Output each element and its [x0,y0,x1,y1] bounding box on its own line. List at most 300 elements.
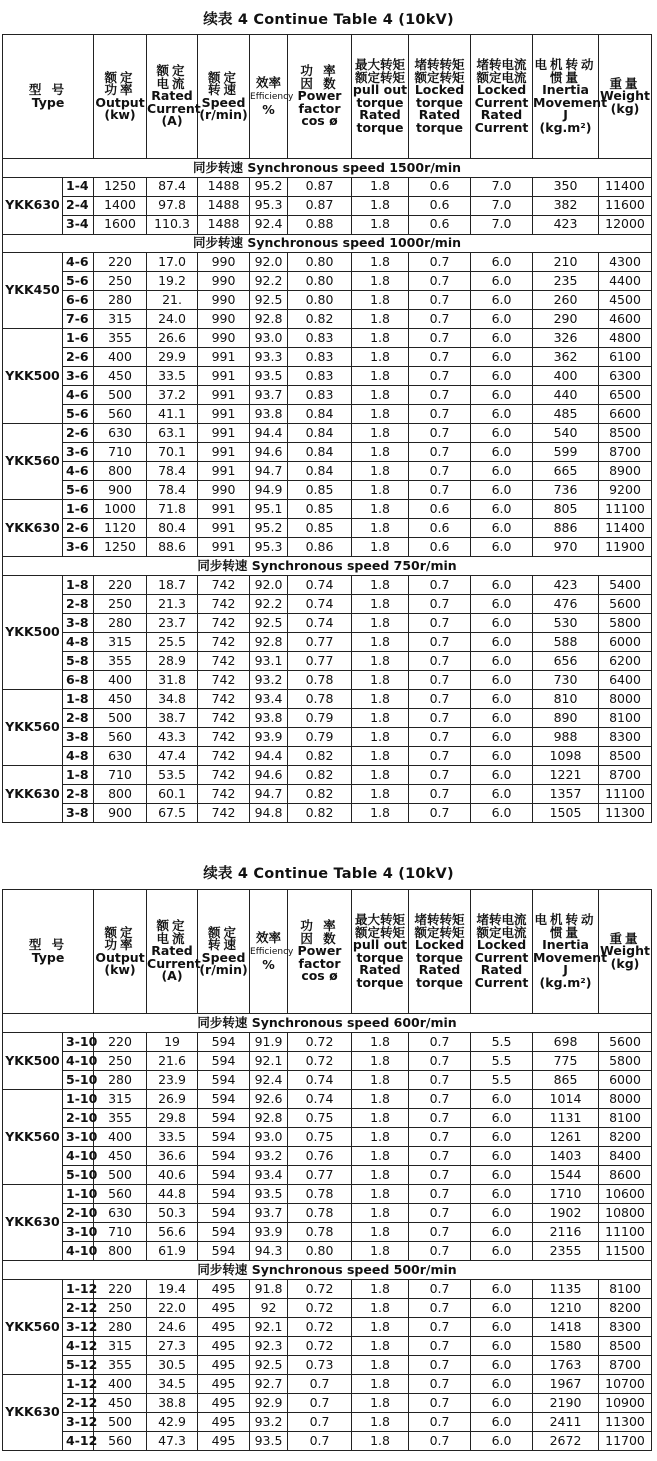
value-cell: 93.2 [250,1413,288,1432]
value-cell: 93.2 [250,1147,288,1166]
table-row [3,1204,652,1223]
value-cell: 0.7 [409,1394,471,1413]
header-locked-current [471,35,533,159]
value-cell: 4600 [599,310,652,329]
value-cell: 1.8 [352,689,409,708]
value-cell: 5400 [599,575,652,594]
value-cell: 0.79 [288,708,352,727]
value-cell: 594 [198,1223,250,1242]
section-title: 同步转速 Synchronous speed 600r/min [3,1014,652,1033]
value-cell: 6.0 [471,632,533,651]
header-inertia-cn: 惯量 [550,924,582,940]
value-cell: 1.8 [352,803,409,822]
value-cell: 95.3 [250,538,288,557]
pole-cell: 3-12 [63,1413,94,1432]
value-cell: 0.7 [409,1280,471,1299]
value-cell: 0.7 [409,1147,471,1166]
pole-cell: 1-6 [63,329,94,348]
header-inertia-cn: 惯量 [550,69,582,85]
value-cell: 6.0 [471,424,533,443]
header-output [94,35,147,159]
value-cell: 23.7 [147,613,198,632]
header-maxt-cn: 最大转矩 [355,912,406,927]
table-row [3,291,652,310]
pole-cell: 2-6 [63,424,94,443]
value-cell: 495 [198,1356,250,1375]
value-cell: 400 [94,348,147,367]
value-cell: 0.84 [288,424,352,443]
value-cell: 0.72 [288,1299,352,1318]
value-cell: 93.7 [250,1204,288,1223]
value-cell: 0.7 [409,575,471,594]
header-lockt-cn: 额定转矩 [414,69,465,85]
value-cell: 710 [94,765,147,784]
value-cell: 0.84 [288,443,352,462]
table-row [3,329,652,348]
value-cell: 400 [94,1375,147,1394]
value-cell: 220 [94,1033,147,1052]
value-cell: 11900 [599,538,652,557]
value-cell: 6000 [599,632,652,651]
value-cell: 0.7 [409,670,471,689]
value-cell: 4800 [599,329,652,348]
header-pf-cn: 因 数 [300,930,339,946]
pole-cell: 2-6 [63,348,94,367]
value-cell: 1261 [533,1128,599,1147]
value-cell: 710 [94,1223,147,1242]
value-cell: 26.6 [147,329,198,348]
table-row [3,1033,652,1052]
header-type-cn: 型 号 [28,937,68,952]
value-cell: 8500 [599,746,652,765]
value-cell: 0.72 [288,1033,352,1052]
value-cell: 1.8 [352,1052,409,1071]
value-cell: 560 [94,727,147,746]
header-lockc-cn: 额定电流 [476,924,527,940]
value-cell: 0.6 [409,538,471,557]
pole-cell: 2-8 [63,784,94,803]
value-cell: 1967 [533,1375,599,1394]
table-row [3,1280,652,1299]
value-cell: 0.85 [288,500,352,519]
model-cell: YKK630 [3,1185,63,1261]
value-cell: 6.0 [471,405,533,424]
value-cell: 6200 [599,651,652,670]
value-cell: 0.74 [288,594,352,613]
value-cell: 382 [533,196,599,215]
value-cell: 0.7 [288,1432,352,1451]
header-output-cn: 功率 [104,82,136,97]
value-cell: 91.8 [250,1280,288,1299]
value-cell: 0.72 [288,1337,352,1356]
value-cell: 6600 [599,405,652,424]
value-cell: 1400 [94,196,147,215]
value-cell: 0.7 [409,1185,471,1204]
value-cell: 92.0 [250,575,288,594]
pole-cell: 3-8 [63,613,94,632]
pole-cell: 3-6 [63,367,94,386]
value-cell: 500 [94,708,147,727]
value-cell: 742 [198,746,250,765]
value-cell: 40.6 [147,1166,198,1185]
value-cell: 2355 [533,1242,599,1261]
value-cell: 742 [198,803,250,822]
value-cell: 495 [198,1318,250,1337]
model-cell: YKK500 [3,1033,63,1090]
value-cell: 485 [533,405,599,424]
value-cell: 0.85 [288,481,352,500]
header-lockt-en: Rated [418,107,461,122]
value-cell: 6.0 [471,613,533,632]
value-cell: 0.7 [409,1223,471,1242]
value-cell: 93.5 [250,1185,288,1204]
value-cell: 0.7 [409,784,471,803]
value-cell: 742 [198,613,250,632]
header-maxt-cn: 最大转矩 [355,57,406,72]
value-cell: 500 [94,1166,147,1185]
value-cell: 0.7 [409,481,471,500]
value-cell: 495 [198,1299,250,1318]
table-row [3,481,652,500]
value-cell: 8300 [599,1318,652,1337]
value-cell: 0.7 [409,765,471,784]
value-cell: 44.8 [147,1185,198,1204]
header-maxt-cn: 额定转矩 [355,69,406,85]
value-cell: 991 [198,462,250,481]
value-cell: 31.8 [147,670,198,689]
value-cell: 450 [94,689,147,708]
value-cell: 6.0 [471,1147,533,1166]
pole-cell: 4-8 [63,746,94,765]
value-cell: 1014 [533,1090,599,1109]
value-cell: 24.6 [147,1318,198,1337]
pole-cell: 5-10 [63,1166,94,1185]
value-cell: 8900 [599,462,652,481]
value-cell: 0.87 [288,177,352,196]
value-cell: 315 [94,632,147,651]
header-type-en: Type [31,949,65,965]
value-cell: 1.8 [352,1185,409,1204]
value-cell: 21.6 [147,1052,198,1071]
value-cell: 92.2 [250,594,288,613]
header-speed-unit: (r/min) [199,962,248,977]
model-cell: YKK560 [3,689,63,765]
value-cell: 900 [94,803,147,822]
value-cell: 5800 [599,613,652,632]
value-cell: 0.73 [288,1356,352,1375]
header-current-en: Current [147,100,201,116]
value-cell: 4500 [599,291,652,310]
header-speed-cn: 转速 [208,82,240,97]
pole-cell: 1-12 [63,1375,94,1394]
value-cell: 0.7 [409,253,471,272]
value-cell: 315 [94,1090,147,1109]
header-current [147,35,201,159]
value-cell: 95.2 [250,519,288,538]
value-cell: 1.8 [352,670,409,689]
value-cell: 38.7 [147,708,198,727]
value-cell: 1418 [533,1318,599,1337]
value-cell: 92.9 [250,1394,288,1413]
header-efficiency [250,890,294,1014]
value-cell: 0.7 [409,1033,471,1052]
pole-cell: 4-10 [63,1242,94,1261]
header-lockc-en: Current [474,119,529,135]
value-cell: 6.0 [471,519,533,538]
value-cell: 6.0 [471,1337,533,1356]
value-cell: 1357 [533,784,599,803]
value-cell: 594 [198,1109,250,1128]
table-row [3,1432,652,1451]
pole-cell: 2-8 [63,708,94,727]
value-cell: 495 [198,1413,250,1432]
value-cell: 78.4 [147,462,198,481]
pole-cell: 5-6 [63,405,94,424]
value-cell: 1488 [198,215,250,234]
value-cell: 6.0 [471,1204,533,1223]
header-max-torque [352,890,409,1014]
value-cell: 988 [533,727,599,746]
value-cell: 92.6 [250,1090,288,1109]
value-cell: 630 [94,424,147,443]
value-cell: 1488 [198,177,250,196]
value-cell: 594 [198,1128,250,1147]
pole-cell: 4-12 [63,1432,94,1451]
value-cell: 0.82 [288,765,352,784]
value-cell: 865 [533,1071,599,1090]
value-cell: 1250 [94,177,147,196]
value-cell: 5600 [599,1033,652,1052]
pole-cell: 3-6 [63,443,94,462]
value-cell: 1250 [94,538,147,557]
value-cell: 0.72 [288,1280,352,1299]
table-row [3,519,652,538]
value-cell: 742 [198,651,250,670]
value-cell: 6.0 [471,1166,533,1185]
value-cell: 742 [198,689,250,708]
value-cell: 991 [198,500,250,519]
model-cell: YKK560 [3,1090,63,1185]
table-row [3,613,652,632]
value-cell: 400 [533,367,599,386]
header-speed-en: Speed [201,94,246,110]
model-cell: YKK630 [3,177,63,234]
value-cell: 0.74 [288,575,352,594]
value-cell: 94.9 [250,481,288,500]
header-weight-unit: (kg) [610,100,640,116]
value-cell: 1580 [533,1337,599,1356]
value-cell: 61.9 [147,1242,198,1261]
header-lockt-en: Rated [418,962,461,977]
value-cell: 11100 [599,500,652,519]
header-eff-en: Efficiency [250,91,294,102]
table-row [3,405,652,424]
value-cell: 1.8 [352,424,409,443]
value-cell: 530 [533,613,599,632]
value-cell: 1.8 [352,1299,409,1318]
value-cell: 1.8 [352,1394,409,1413]
value-cell: 5.5 [471,1033,533,1052]
pole-cell: 3-10 [63,1128,94,1147]
spec-table [2,34,652,823]
header-inertia-unit: (kg.m²) [539,974,592,990]
value-cell: 1.8 [352,1280,409,1299]
header-lockc-en: Current [474,949,529,965]
value-cell: 991 [198,443,250,462]
value-cell: 1221 [533,765,599,784]
header-lockt-en: torque [415,974,464,990]
header-eff-cn: 效率 [256,930,282,945]
header-lockc-en: Rated [480,107,523,122]
value-cell: 742 [198,708,250,727]
table-row [3,1242,652,1261]
pole-cell: 4-8 [63,632,94,651]
value-cell: 800 [94,1242,147,1261]
value-cell: 30.5 [147,1356,198,1375]
value-cell: 990 [198,253,250,272]
pole-cell: 1-6 [63,500,94,519]
header-maxt-en: Rated [359,107,401,122]
header-type-cn: 型 号 [28,82,68,97]
value-cell: 990 [198,272,250,291]
value-cell: 0.7 [409,708,471,727]
value-cell: 0.83 [288,367,352,386]
value-cell: 92.1 [250,1318,288,1337]
value-cell: 495 [198,1432,250,1451]
value-cell: 0.80 [288,253,352,272]
table-row [3,727,652,746]
pole-cell: 2-4 [63,196,94,215]
value-cell: 92.5 [250,613,288,632]
value-cell: 6.0 [471,689,533,708]
value-cell: 0.82 [288,784,352,803]
value-cell: 24.0 [147,310,198,329]
value-cell: 736 [533,481,599,500]
value-cell: 6.0 [471,538,533,557]
value-cell: 6.0 [471,1223,533,1242]
value-cell: 0.78 [288,1223,352,1242]
value-cell: 0.82 [288,746,352,765]
value-cell: 56.6 [147,1223,198,1242]
value-cell: 7.0 [471,177,533,196]
value-cell: 560 [94,405,147,424]
value-cell: 350 [533,177,599,196]
value-cell: 1.8 [352,1166,409,1185]
value-cell: 92.2 [250,272,288,291]
value-cell: 775 [533,1052,599,1071]
header-lockt-en: torque [415,94,464,110]
value-cell: 800 [94,462,147,481]
value-cell: 1.8 [352,1071,409,1090]
value-cell: 6.0 [471,1280,533,1299]
value-cell: 280 [94,1071,147,1090]
header-lockc-en: Rated [480,962,523,977]
value-cell: 0.84 [288,405,352,424]
header-lockc-cn: 堵转电流 [476,912,527,927]
value-cell: 93.1 [250,651,288,670]
value-cell: 560 [94,1185,147,1204]
value-cell: 805 [533,500,599,519]
value-cell: 0.6 [409,177,471,196]
value-cell: 6.0 [471,310,533,329]
value-cell: 355 [94,1109,147,1128]
header-weight-cn: 重量 [609,75,641,91]
value-cell: 19.4 [147,1280,198,1299]
value-cell: 6.0 [471,367,533,386]
value-cell: 0.84 [288,462,352,481]
value-cell: 1600 [94,215,147,234]
header-lockt-en: torque [415,119,464,135]
value-cell: 88.6 [147,538,198,557]
value-cell: 0.7 [409,310,471,329]
section-title: 同步转速 Synchronous speed 750r/min [3,557,652,576]
header-current-cn: 额定 [156,63,188,79]
value-cell: 0.74 [288,1090,352,1109]
value-cell: 6.0 [471,1185,533,1204]
table-row [3,1147,652,1166]
value-cell: 1488 [198,196,250,215]
value-cell: 2190 [533,1394,599,1413]
value-cell: 0.75 [288,1128,352,1147]
value-cell: 0.77 [288,651,352,670]
value-cell: 6.0 [471,253,533,272]
value-cell: 6.0 [471,1128,533,1147]
value-cell: 1.8 [352,1204,409,1223]
value-cell: 11300 [599,1413,652,1432]
header-lockt-en: torque [415,949,464,965]
value-cell: 991 [198,386,250,405]
header-current-cn: 额定 [156,918,188,934]
value-cell: 730 [533,670,599,689]
value-cell: 95.2 [250,177,288,196]
header-inertia [533,890,608,1014]
pole-cell: 1-8 [63,689,94,708]
table-row [3,1356,652,1375]
value-cell: 210 [533,253,599,272]
value-cell: 1.8 [352,594,409,613]
value-cell: 8000 [599,1090,652,1109]
value-cell: 400 [94,670,147,689]
value-cell: 1.8 [352,1337,409,1356]
value-cell: 8500 [599,424,652,443]
value-cell: 8000 [599,689,652,708]
value-cell: 630 [94,1204,147,1223]
value-cell: 1.8 [352,1109,409,1128]
value-cell: 0.76 [288,1147,352,1166]
value-cell: 742 [198,670,250,689]
value-cell: 0.7 [409,443,471,462]
value-cell: 6300 [599,367,652,386]
value-cell: 1.8 [352,651,409,670]
value-cell: 0.88 [288,215,352,234]
value-cell: 0.78 [288,1204,352,1223]
value-cell: 886 [533,519,599,538]
value-cell: 97.8 [147,196,198,215]
value-cell: 890 [533,708,599,727]
header-weight-en: Weight [600,88,650,104]
value-cell: 6.0 [471,1375,533,1394]
table-row [3,310,652,329]
header-pf-cn: 因 数 [300,75,339,91]
value-cell: 6.0 [471,348,533,367]
header-inertia-cn: 电机转动 [534,912,597,927]
value-cell: 6.0 [471,1090,533,1109]
model-cell: YKK630 [3,765,63,822]
value-cell: 991 [198,405,250,424]
value-cell: 0.86 [288,538,352,557]
value-cell: 0.7 [409,367,471,386]
value-cell: 6.0 [471,272,533,291]
